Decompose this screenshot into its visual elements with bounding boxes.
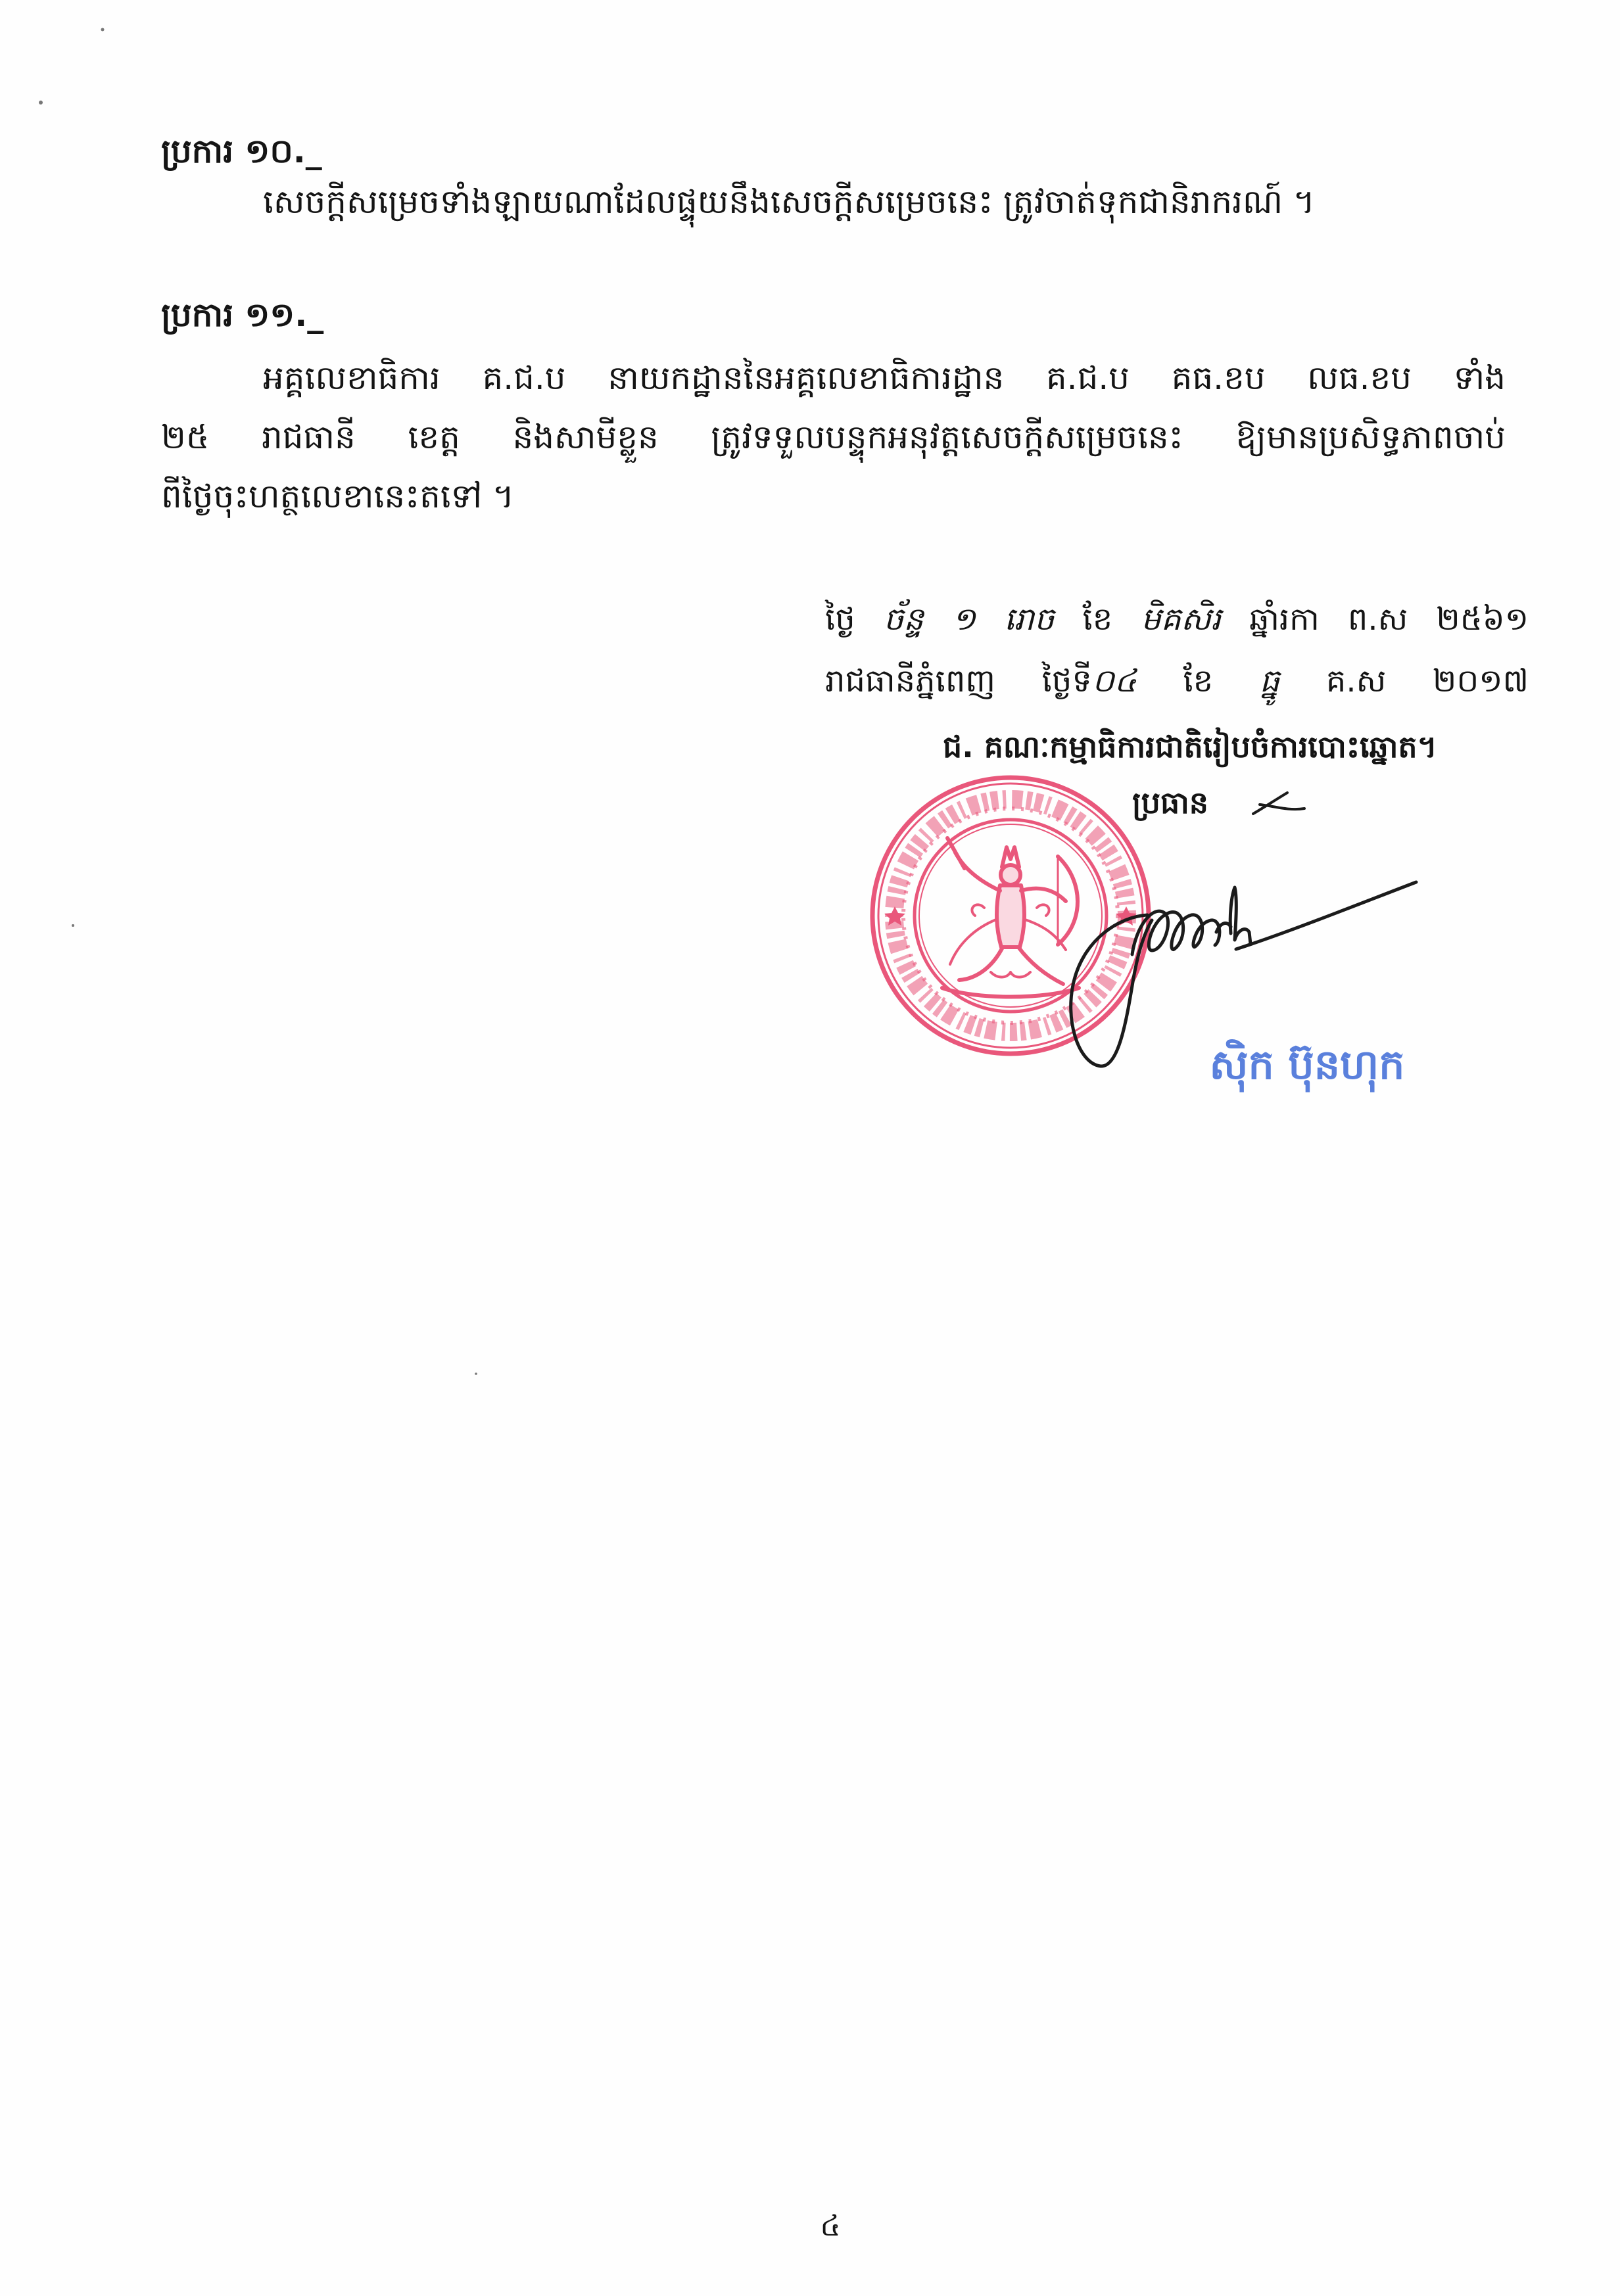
seal-lettering-band-fine [903,808,1118,1023]
date-place: រាជធានីភ្នំពេញ [825,663,995,699]
signature-scribble [1132,911,1220,954]
article-11-line: ពីថ្ងៃចុះហត្ថលេខានេះតទៅ ។ [161,477,515,515]
solar-month: ធ្នូ [1259,663,1280,699]
lunar-day-label: ថ្ងៃ [825,601,855,638]
figure-torso [997,885,1024,947]
seal-star-left [884,906,905,925]
figure-base [942,988,1079,997]
signature-flourish [1216,887,1251,944]
figure-crown [1002,847,1019,867]
seal-lettering-band [894,799,1127,1032]
figure-left-arm [955,853,1000,891]
figure-right-arm [1021,889,1066,901]
article-10-heading: ប្រការ ១០._ [161,132,322,170]
article-10-text: សេចក្តីសម្រេចទាំងឡាយណាដែលផ្ទុយនឹងសេចក្តីសម្រេចនេះ ត្រូវចាត់ទុកជានិរាករណ៍ ។ [263,183,1315,221]
signatory-title: ប្រធាន [1132,785,1208,820]
seal-central-figure [942,838,1079,997]
lunar-month-label: ខែ [1082,601,1113,638]
initial-stroke [1253,793,1304,814]
article-11-line: ២៥ រាជធានី ខេត្ត និងសាមីខ្លួន ត្រូវទទួលបន្ទុកអនុវត្តសេចក្តីសម្រេចនេះ ឱ្យមានប្រសិទ្ធភាពចាប់ [161,418,1506,456]
scan-speck [72,924,74,927]
lunar-date-line [825,588,1529,650]
lunar-weekday: ច័ន្ទ [883,601,924,638]
seal-star-right [1116,906,1137,925]
figure-left-leg [959,947,1003,980]
signatory-name: ស៊ិក ប៊ុនហុក [1209,1041,1405,1089]
solar-day-label: ថ្ងៃទី [1041,663,1092,699]
figure-ornament [972,904,1049,977]
handwritten-initial [1253,793,1304,814]
solar-year: គ.ស ២០១៧ [1325,663,1529,699]
seal-inner-ring-fine [919,824,1102,1007]
article-11-paragraph [161,348,1506,526]
article-11-heading: ប្រការ ១១._ [161,296,324,334]
figure-sword [947,838,965,868]
lunar-year: ឆ្នាំរកា ព.ស ២៥៦១ [1249,601,1529,638]
scan-speck [101,28,105,32]
solar-date-line [825,650,1529,712]
issuing-authority: ជ. គណៈកម្មាធិការជាតិរៀបចំការបោះឆ្នោត។ [943,729,1437,764]
signature-underline-stroke [1236,882,1416,949]
page-number: ៤ [820,2209,841,2243]
figure-sash-right [1025,920,1066,950]
lunar-month: មិគសិរ [1141,601,1222,638]
solar-month-label: ខែ [1183,663,1214,699]
figure-bow [1058,856,1078,945]
figure-sash-left [950,920,996,964]
solar-day: ០៤ [1091,663,1137,699]
figure-head [1001,865,1020,885]
lunar-day: ១ រោច [951,601,1055,638]
scan-speck [39,101,43,105]
figure-right-leg [1018,947,1063,984]
article-11-line: អគ្គលេខាធិការ គ.ជ.ប នាយកដ្ឋាននៃអគ្គលេខាធិការដ្ឋាន គ.ជ.ប គធ.ខប លធ.ខប ទាំង [263,359,1506,397]
seal-inner-ring [915,820,1107,1012]
scan-speck [475,1372,477,1375]
